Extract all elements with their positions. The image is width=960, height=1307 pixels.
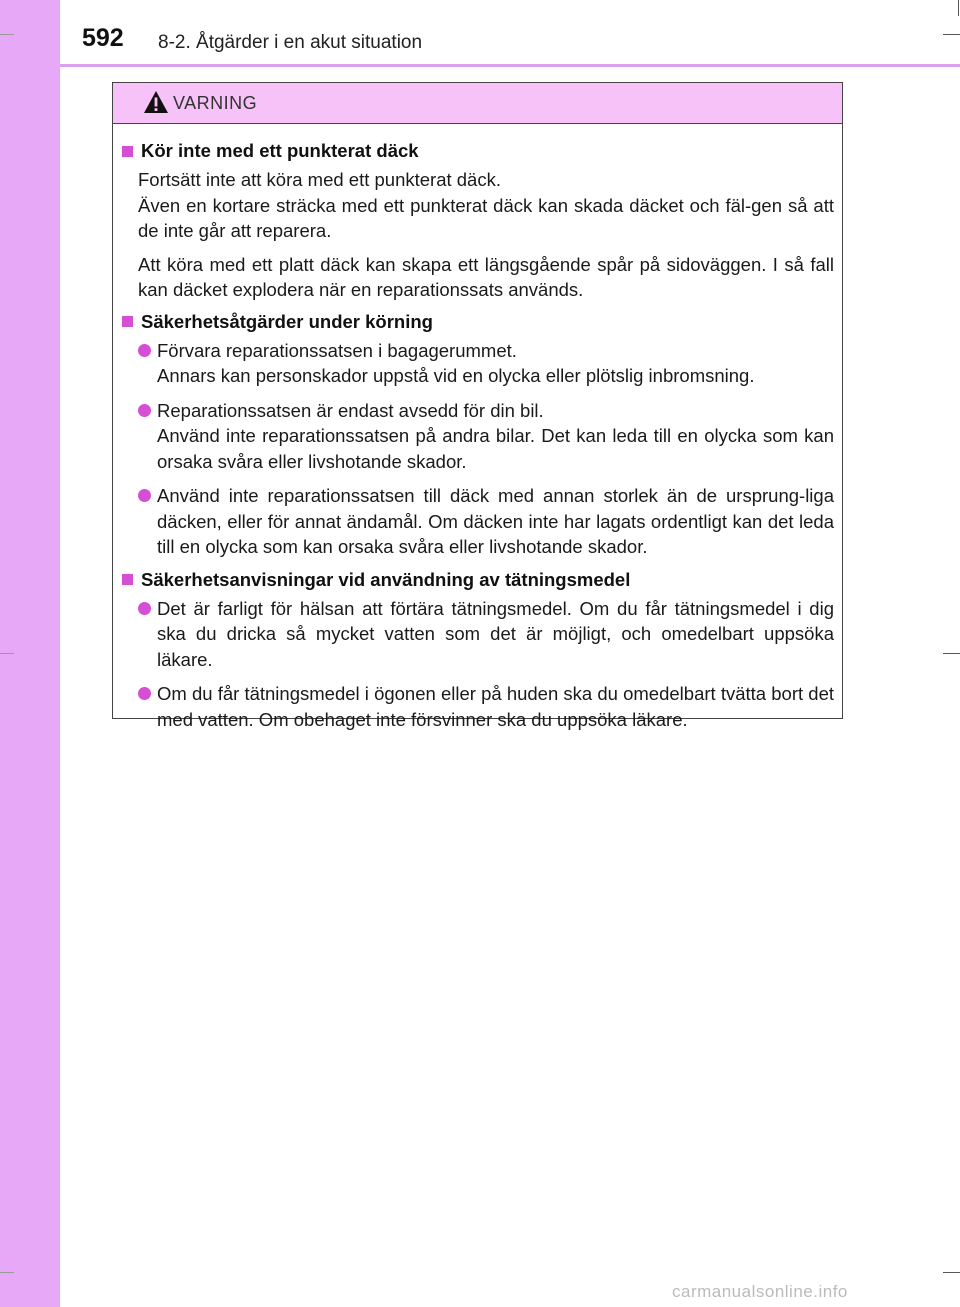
list-item: Förvara reparationssatsen i bagagerummet. Annars kan personskador uppstå vid en olycka eller plötslig inbromsning. bbox=[138, 338, 834, 389]
list-item: Det är farligt för hälsan att förtära tätningsmedel. Om du får tätningsmedel i dig ska du dricka så mycket vatten som det är möjligt, och omedelbart uppsöka läkare. bbox=[138, 596, 834, 673]
section-heading: Säkerhetsanvisningar vid användning av tätningsmedel bbox=[122, 569, 834, 591]
paragraph: Att köra med ett platt däck kan skapa ett längsgående spår på sidoväggen. I så fall kan däcket explodera när en reparationssats används. bbox=[138, 253, 834, 300]
crop-mark bbox=[943, 653, 960, 654]
round-bullet-icon bbox=[138, 687, 151, 700]
crop-mark bbox=[0, 1272, 14, 1273]
section-heading: Säkerhetsåtgärder under körning bbox=[122, 311, 834, 333]
round-bullet-icon bbox=[138, 344, 151, 357]
section-title: 8-2. Åtgärder i en akut situation bbox=[158, 32, 423, 53]
crop-mark bbox=[0, 34, 14, 35]
warning-body bbox=[113, 124, 842, 732]
list-item: Om du får tätningsmedel i ögonen eller på huden ska du omedelbart tvätta bort det med vatten. Om obehaget inte försvinner ska du uppsöka läkare. bbox=[138, 681, 834, 732]
watermark: carmanualsonline.info bbox=[672, 1282, 848, 1301]
square-bullet-icon bbox=[122, 146, 133, 157]
crop-mark bbox=[943, 1272, 960, 1273]
warning-box bbox=[112, 82, 843, 730]
page-number: 592 bbox=[82, 24, 124, 52]
warning-title: VARNING bbox=[173, 93, 258, 113]
crop-mark bbox=[0, 653, 14, 654]
header-rule bbox=[60, 64, 960, 67]
square-bullet-icon bbox=[122, 574, 133, 585]
round-bullet-icon bbox=[138, 404, 151, 417]
list-item: Använd inte reparationssatsen till däck med annan storlek än de ursprung-liga däcken, eller för annat ändamål. Om däcken inte har lagats ordentligt kan det leda till en olycka som kan orsaka svåra eller livshotande skador. bbox=[138, 483, 834, 560]
section-heading: Kör inte med ett punkterat däck bbox=[122, 140, 834, 162]
round-bullet-icon bbox=[138, 489, 151, 502]
square-bullet-icon bbox=[122, 316, 133, 327]
paragraph: Fortsätt inte att köra med ett punkterat däck. Även en kortare sträcka med ett punkterat däck kan skada däcket och fäl-gen så att de inte går att reparera. bbox=[138, 169, 834, 241]
warning-header bbox=[113, 83, 842, 124]
list-item: Reparationssatsen är endast avsedd för din bil. Använd inte reparationssatsen på andra bilar. Det kan leda till en olycka som kan orsaka svåra eller livshotande skador. bbox=[138, 398, 834, 475]
round-bullet-icon bbox=[138, 602, 151, 615]
warning-triangle-icon bbox=[143, 90, 169, 114]
crop-mark bbox=[958, 0, 959, 16]
crop-mark bbox=[943, 34, 960, 35]
